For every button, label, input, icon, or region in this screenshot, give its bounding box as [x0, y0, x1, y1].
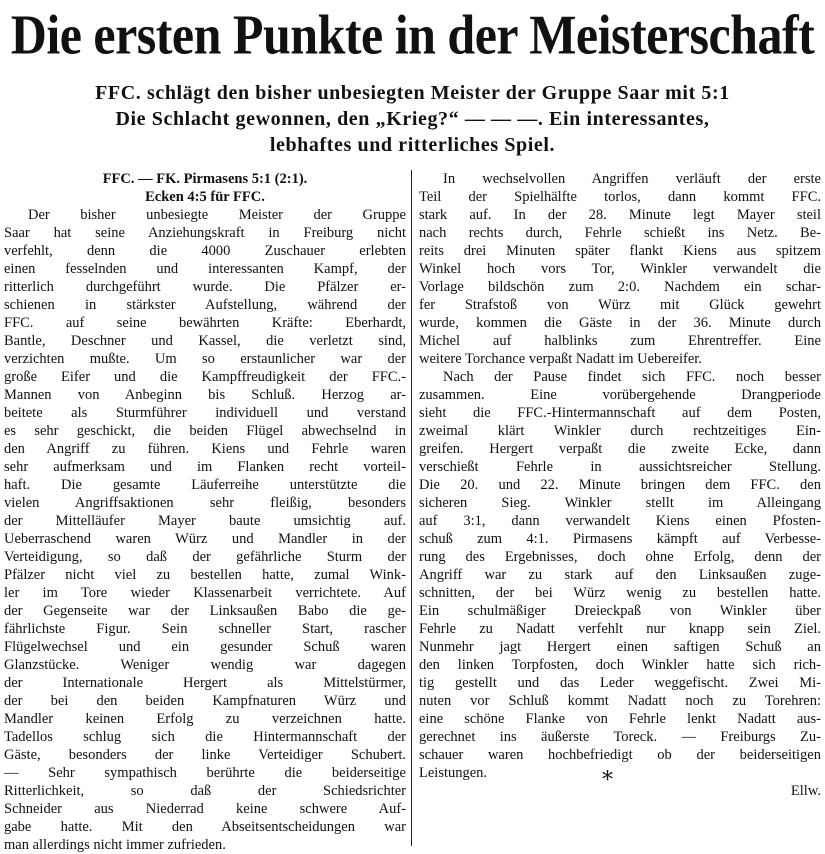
subheadline-line: lebhaftes und ritterliches Spiel.: [269, 134, 556, 156]
headline: Die ersten Punkte in der Meisterschaft: [10, 3, 815, 66]
text-line: nach rechts durch, Fehrle schießt ins Netz. Be-: [419, 225, 821, 241]
text-line: Ueberraschend waren Würz und Mandler in der: [4, 531, 406, 547]
text-line: — Sehr sympathisch berührte die beiderseitige: [4, 765, 406, 781]
text-line: FFC. auf seine bewährten Kräfte: Eberhardt,: [4, 315, 406, 331]
text-line: auf 3:1, dann verwandelt Kiens einen Pfosten-: [419, 513, 821, 529]
text-line: reits drei Minuten später flankt Kiens aus spitzem: [419, 243, 821, 259]
text-line: vielen Angriffsaktionen sehr fleißig, besonders: [4, 495, 406, 511]
text-line: der Gegenseite war der Linksaußen Babo die ge-: [4, 603, 406, 619]
corners-line: Ecken 4:5 für FFC.: [145, 189, 265, 205]
text-line: Angriff war zu stark auf den Linksaußen zuge-: [419, 567, 821, 583]
text-line: verzichten mußte. Um so erstaunlicher war der: [4, 351, 406, 367]
text-line: Der bisher unbesiegte Meister der Gruppe: [28, 207, 406, 223]
text-line: es sehr geschickt, die beiden Flügel abwechselnd in: [4, 423, 406, 439]
text-line: Glanzstücke. Weniger wendig war dagegen: [4, 657, 406, 673]
text-line: Fehrle zu Nadatt verfehlt nur knapp sein Ziel.: [419, 621, 821, 637]
text-line: Pfälzer nicht viel zu bestellen hatte, zumal Wink-: [4, 567, 406, 583]
text-line: verfehlt, denn die 4000 Zuschauer erlebten: [4, 243, 406, 259]
text-line: gerechnet ins äußerste Toreck. — Freiburgs Zu-: [419, 729, 821, 745]
text-line: wurde, kommen die Gäste in der 36. Minute durch: [419, 315, 821, 331]
text-line: schauer waren hochbefriedigt ob der beiderseitigen: [419, 747, 821, 763]
text-line: verschießt Fehrle in aussichtsreicher Stellung.: [419, 459, 821, 475]
text-line: weitere Torchance verpaßt Nadatt im Uebereifer.: [419, 351, 702, 367]
text-line: einen fesselnden und interessanten Kampf, der: [4, 261, 406, 277]
text-line: greifen. Hergert verpaßt die zweite Ecke, dann: [419, 441, 821, 457]
article-column-left: [4, 170, 406, 854]
text-line: Die 20. und 22. Minute bringen dem FFC. den: [419, 477, 821, 493]
text-line: rung des Ergebnisses, doch ohne Erfolg, denn der: [419, 549, 821, 565]
text-line: beitete als Sturmführer individuell und verstand: [4, 405, 406, 421]
text-line: ritterlich durchgeführt wurde. Die Pfälzer er-: [4, 279, 406, 295]
text-line: sieht die FFC.-Hintermannschaft auf dem Posten,: [419, 405, 821, 421]
text-line: Nunmehr jagt Hergert einen saftigen Schuß an: [419, 639, 821, 655]
text-line: den Angriff zu führen. Kiens und Fehrle waren: [4, 441, 406, 457]
section-separator-star: *: [602, 768, 613, 793]
text-line: Flügelwechsel und ein gesunder Schuß waren: [4, 639, 406, 655]
text-line: Mannen von Anbeginn bis Schluß. Herzog ar-: [4, 387, 406, 403]
text-line: Leistungen.: [419, 765, 488, 781]
text-line: ler im Tore wieder Klassenarbeit verrichtete. Auf: [4, 585, 406, 601]
text-line: schienen in stärkster Aufstellung, während der: [4, 297, 406, 313]
text-line: der bei den beiden Kampfnaturen Würz und: [4, 693, 406, 709]
text-line: zusammen. Eine vorübergehende Drangperiode: [419, 387, 821, 403]
text-line: sehr aufmerksam und im Flanken recht vorteil-: [4, 459, 406, 475]
text-line: schuß zum 4:1. Pirmasens kämpft auf Verbesse-: [419, 531, 821, 547]
text-line: Winkel hoch vors Tor, Winkler verwandelt die: [419, 261, 821, 277]
text-line: stark auf. In der 28. Minute legt Mayer steil: [419, 207, 821, 223]
text-line: Nach der Pause findet sich FFC. noch besser: [443, 369, 821, 385]
article-column-right: [419, 170, 821, 800]
text-line: fährlichste Figur. Sein schneller Start, rascher: [4, 621, 406, 637]
text-line: Gäste, besonders der linke Verteidiger Schubert.: [4, 747, 406, 763]
text-line: den linken Torpfosten, doch Winkler hatte sich rich-: [419, 657, 821, 673]
text-line: Bantle, Deschner und Kassel, die verletzt sind,: [4, 333, 406, 349]
text-line: nuten vor Schluß kommt Nadatt noch zu Torehren:: [419, 693, 821, 709]
text-line: Saar hat seine Anziehungskraft in Freiburg nicht: [4, 225, 406, 241]
text-line: Mandler keinen Erfolg zu verzeichnen hatte.: [4, 711, 406, 727]
text-line: Ein schulmäßiger Dreieckpaß von Winkler über: [419, 603, 821, 619]
text-line: Schneider aus Niederrad keine schwere Auf-: [4, 801, 406, 817]
text-line: zweimal klärt Winkler durch rechtzeitiges Ein-: [419, 423, 821, 439]
text-line: Tadellos schlug sich die Hintermannschaft der: [4, 729, 406, 745]
text-line: man allerdings nicht immer zufrieden.: [4, 837, 226, 853]
text-line: der Mittelläufer Mayer baute umsichtig auf.: [4, 513, 406, 529]
text-line: der Internationale Hergert als Mittelstürmer,: [4, 675, 406, 691]
text-line: Vorlage bildschön zum 2:0. Nachdem ein schar-: [419, 279, 821, 295]
text-line: Ritterlichkeit, so daß der Schiedsrichter: [4, 783, 406, 799]
text-line: sicheren Sieg. Winkler stellt im Alleingang: [419, 495, 821, 511]
text-line: gabe hatte. Mit den Abseitsentscheidungen war: [4, 819, 406, 835]
text-line: haft. Die gesamte Läuferreihe unterstützte die: [4, 477, 406, 493]
text-line: tig gestellt und das Leder weggefischt. Zwei Mi-: [419, 675, 821, 691]
column-divider: [411, 170, 412, 846]
text-line: große Eifer und die Kampffreudigkeit der FFC.-: [4, 369, 406, 385]
text-line: In wechselvollen Angriffen verläuft der erste: [443, 171, 821, 187]
text-line: Michel auf halblinks zum Ehrentreffer. Eine: [419, 333, 821, 349]
text-line: schnitten, der bei Würz wenig zu bestellen hatte.: [419, 585, 821, 601]
text-line: Verteidigung, so daß der gefährliche Sturm der: [4, 549, 406, 565]
text-line: Teil der Spielhälfte torlos, dann kommt FFC.: [419, 189, 821, 205]
text-line: fer Strafstoß von Würz mit Glück gewehrt: [419, 297, 821, 313]
subheadline-line: Die Schlacht gewonnen, den „Krieg?“ — — —. Ein interessantes,: [115, 108, 710, 130]
subheadline-line: FFC. schlägt den bisher unbesiegten Meister der Gruppe Saar mit 5:1: [95, 82, 730, 104]
text-line: eine schöne Flanke von Fehrle lenkt Nadatt aus-: [419, 711, 821, 727]
author-signature: Ellw.: [790, 783, 821, 799]
match-result-line: FFC. — FK. Pirmasens 5:1 (2:1).: [102, 171, 308, 187]
